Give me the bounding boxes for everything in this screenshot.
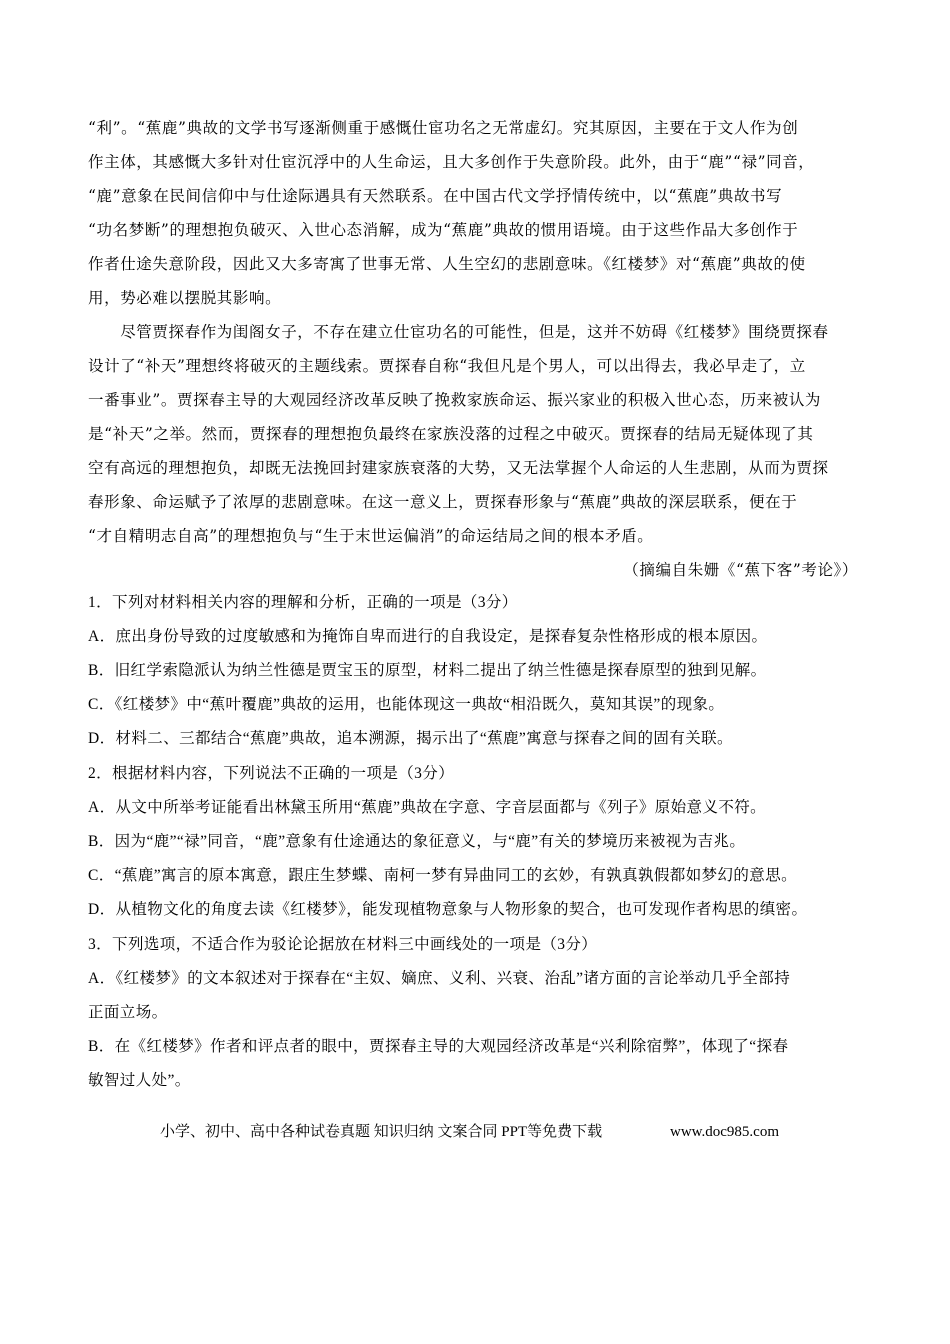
option-a: A．庶出身份导致的过度敏感和为掩饰自卑而进行的自我设定，是探春复杂性格形成的根本原因。 xyxy=(88,628,768,645)
passage-source: （摘编自朱姗《“蕉下客”考论》） xyxy=(623,561,858,579)
passage-line: 一番事业”。贾探春主导的大观园经济改革反映了挽救家族命运、振兴家业的积极入世心态，历来被认为 xyxy=(88,391,822,409)
passage-line: “鹿”意象在民间信仰中与仕途际遇具有天然联系。在中国古代文学抒情传统中，以“蕉鹿”典故书写 xyxy=(88,187,783,205)
passage-line: 作主体，其感慨大多针对仕宦沉浮中的人生命运，且大多创作于失意阶段。此外，由于“鹿”“禄”同音， xyxy=(88,153,815,171)
option-a: A．《红楼梦》的文本叙述对于探春在“主奴、嫡庶、义利、兴衰、治乱”诸方面的言论举动几乎全部持 xyxy=(88,970,791,987)
footer-text: 小学、初中、高中各种试卷真题 知识归纳 文案合同 PPT等免费下载 xyxy=(160,1124,603,1140)
passage-line: 春形象、命运赋予了浓厚的悲剧意味。在这一意义上，贾探春形象与“蕉鹿”典故的深层联系，便在于 xyxy=(88,493,798,511)
question-stem: 2．根据材料内容，下列说法不正确的一项是（3分） xyxy=(88,765,455,782)
passage-line: 空有高远的理想抱负，却既无法挽回封建家族衰落的大势，又无法掌握个人命运的人生悲剧，从而为贾探 xyxy=(88,459,829,477)
passage-line: “才自精明志自高”的理想抱负与“生于末世运偏消”的命运结局之间的根本矛盾。 xyxy=(88,527,654,545)
option-a-continued: 正面立场。 xyxy=(88,1004,168,1021)
passage-line: 尽管贾探春作为闺阁女子，不存在建立仕宦功名的可能性，但是，这并不妨碍《红楼梦》围绕贾探春 xyxy=(88,323,829,341)
passage-line: 设计了“补天”理想终将破灭的主题线索。贾探春自称“我但凡是个男人，可以出得去，我必早走了，立 xyxy=(88,357,806,375)
question-stem: 1．下列对材料相关内容的理解和分析，正确的一项是（3分） xyxy=(88,594,518,611)
option-b-continued: 敏智过人处”。 xyxy=(88,1072,191,1089)
passage-line: 用，势必难以摆脱其影响。 xyxy=(88,289,282,307)
option-a: A．从文中所举考证能看出林黛玉所用“蕉鹿”典故在字意、字音层面都与《列子》原始意义不符。 xyxy=(88,799,767,816)
option-c: C．“蕉鹿”寓言的原本寓意，跟庄生梦蝶、南柯一梦有异曲同工的玄妙，有孰真孰假都如梦幻的意思。 xyxy=(88,867,798,884)
option-c: C．《红楼梦》中“蕉叶覆鹿”典故的运用，也能体现这一典故“相沿既久，莫知其误”的现象。 xyxy=(88,696,725,713)
passage-line: 作者仕途失意阶段，因此又大多寄寓了世事无常、人生空幻的悲剧意味。《红楼梦》对“蕉鹿”典故的使 xyxy=(88,255,806,273)
option-b: B．旧红学索隐派认为纳兰性德是贾宝玉的原型，材料二提出了纳兰性德是探春原型的独到见解。 xyxy=(88,662,767,679)
passage-line: 是“补天”之举。然而，贾探春的理想抱负最终在家族没落的过程之中破灭。贾探春的结局无疑体现了其 xyxy=(88,425,814,443)
footer-url[interactable]: www.doc985.com xyxy=(670,1124,780,1140)
option-d: D．从植物文化的角度去读《红楼梦》，能发现植物意象与人物形象的契合，也可发现作者构思的缜密。 xyxy=(88,901,808,918)
question-stem: 3．下列选项，不适合作为驳论论据放在材料三中画线处的一项是（3分） xyxy=(88,936,598,953)
passage-line: “功名梦断”的理想抱负破灭、入世心态消解，成为“蕉鹿”典故的惯用语境。由于这些作品大多创作于 xyxy=(88,221,799,239)
option-d: D．材料二、三都结合“蕉鹿”典故，追本溯源，揭示出了“蕉鹿”寓意与探春之间的固有关联。 xyxy=(88,730,733,747)
option-b: B．因为“鹿”“禄”同音，“鹿”意象有仕途通达的象征意义，与“鹿”有关的梦境历来被视为吉兆。 xyxy=(88,833,746,850)
option-b: B．在《红楼梦》作者和评点者的眼中，贾探春主导的大观园经济改革是“兴利除宿弊”，体现了“探春 xyxy=(88,1038,789,1055)
passage-line: “利”。“蕉鹿”典故的文学书写逐渐侧重于感慨仕宦功名之无常虚幻。究其原因，主要在于文人作为创 xyxy=(88,119,799,137)
